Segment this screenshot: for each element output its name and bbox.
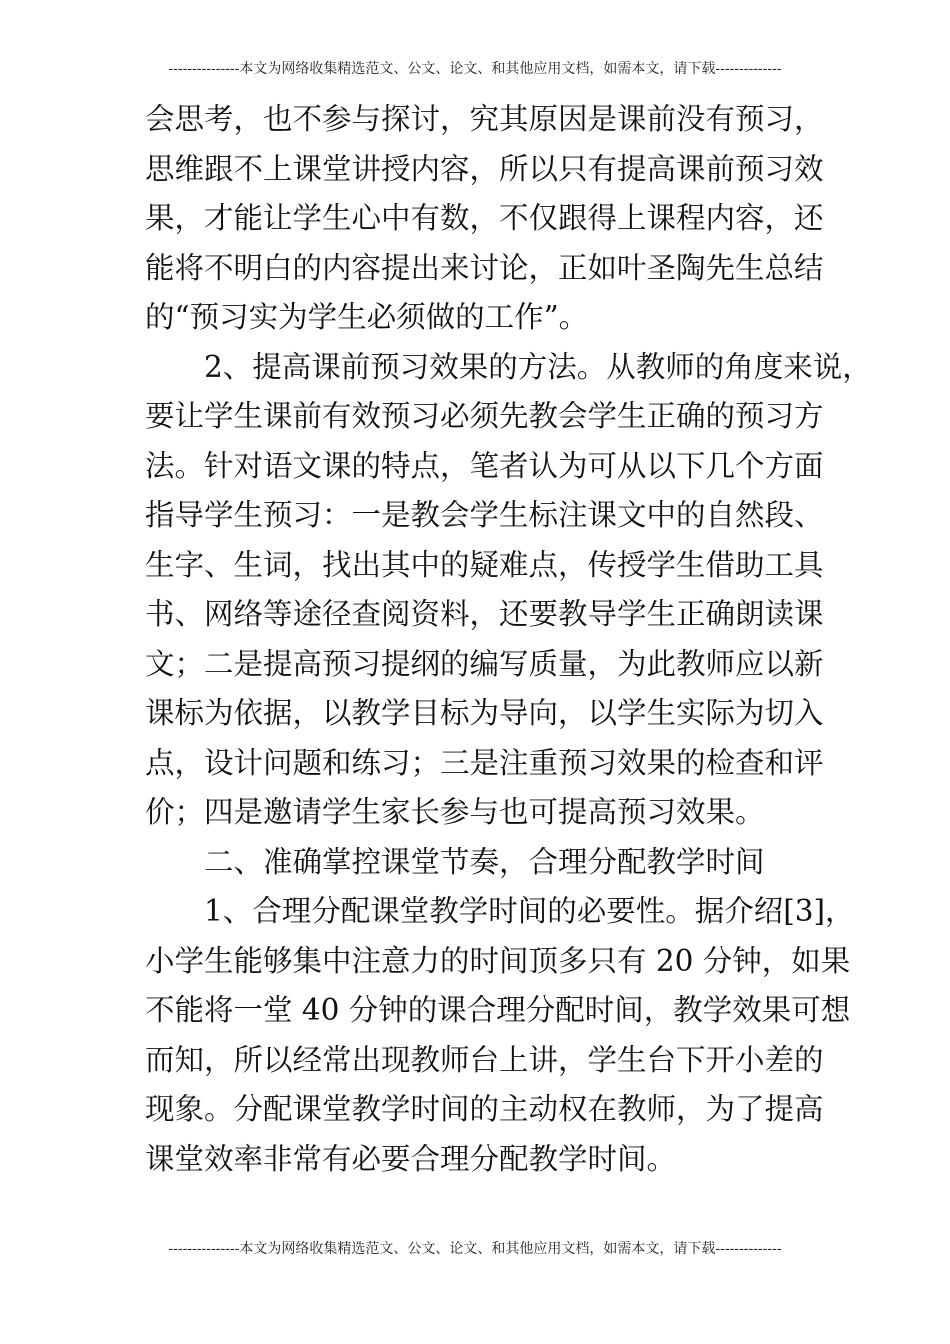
paragraph-start-line: 1、合理分配课堂教学时间的必要性。据介绍[3]， (204, 894, 855, 928)
text-line: 会思考，也不参与探讨，究其原因是课前没有预习， (145, 102, 824, 136)
text-line: 能将不明白的内容提出来讨论，正如叶圣陶先生总结 (145, 250, 824, 285)
text-line: 生字、生词，找出其中的疑难点，传授学生借助工具 (145, 547, 824, 582)
text-line: 的“预习实为学生必须做的工作”。 (145, 300, 589, 334)
text-line: 指导学生预习：一是教会学生标注课文中的自然段、 (145, 498, 824, 532)
text-line: 价；四是邀请学生家长参与也可提高预习效果。 (145, 795, 765, 829)
footer-banner: ---------------本文为网络收集精选范文、公文、论文、和其他应用文档，如需本文，请下载-------------- (168, 1241, 782, 1257)
text-line: 文；二是提高预习提纲的编写质量，为此教师应以新 (145, 646, 824, 681)
text-line: 不能将一堂 40 分钟的课合理分配时间，教学效果可想 (145, 993, 851, 1027)
text-line: 小学生能够集中注意力的时间顶多只有 20 分钟，如果 (145, 943, 851, 978)
paragraph-start-line: 2、提高课前预习效果的方法。从教师的角度来说， (204, 349, 872, 384)
text-line: 思维跟不上课堂讲授内容，所以只有提高课前预习效 (145, 151, 824, 186)
header-banner: ---------------本文为网络收集精选范文、公文、论文、和其他应用文档，如需本文，请下载-------------- (168, 61, 782, 77)
text-line: 果，才能让学生心中有数，不仅跟得上课程内容，还 (145, 201, 824, 235)
text-line: 书、网络等途径查阅资料，还要教导学生正确朗读课 (145, 597, 824, 631)
document-body (145, 95, 872, 1184)
text-line: 课堂效率非常有必要合理分配教学时间。 (145, 1141, 677, 1176)
text-line: 法。针对语文课的特点，笔者认为可从以下几个方面 (145, 448, 824, 483)
section-heading: 二、准确掌控课堂节奏，合理分配教学时间 (204, 844, 765, 879)
text-line: 要让学生课前有效预习必须先教会学生正确的预习方 (145, 399, 824, 433)
text-line: 现象。分配课堂教学时间的主动权在教师，为了提高 (145, 1092, 824, 1126)
text-line: 点，设计问题和练习；三是注重预习效果的检查和评 (145, 745, 824, 780)
text-line: 课标为依据，以教学目标为导向，以学生实际为切入 (145, 696, 824, 730)
text-line: 而知，所以经常出现教师台上讲，学生台下开小差的 (145, 1042, 824, 1077)
